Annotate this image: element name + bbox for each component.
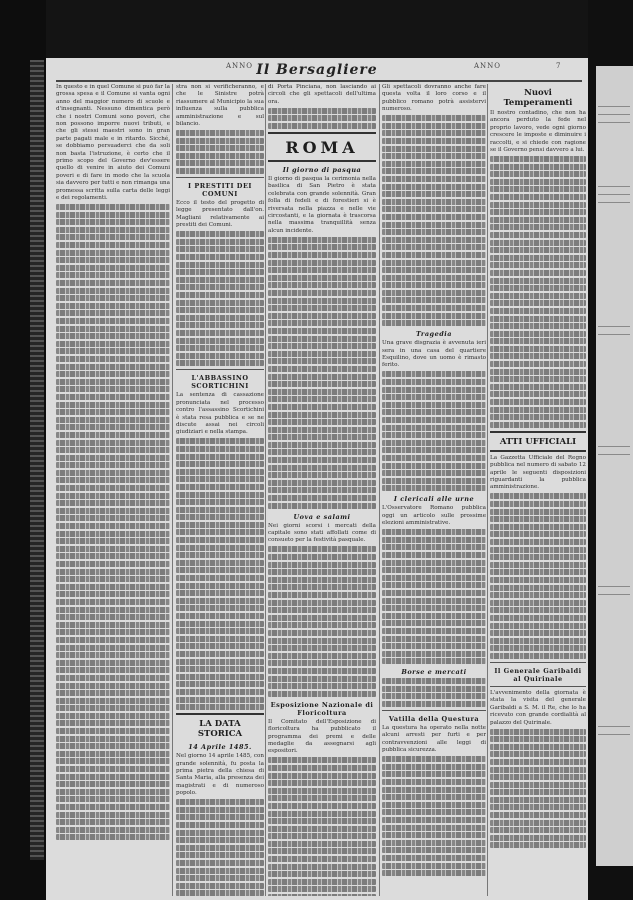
article-body-filler bbox=[176, 799, 264, 896]
article-body: Il nostro contadino, che non ha ancora perduto la fede nel proprio lavoro, vede ogni giorno crescere le imposte e diminuire i raccolti, e si chiede con ragione se il Governo pensi davvero a lui. bbox=[490, 110, 586, 154]
article-body: La Gazzetta Ufficiale del Regno pubblica nel numero di sabato 12 aprile le seguenti disposizioni riguardanti la pubblica amministrazione. bbox=[490, 454, 586, 491]
article-body: Nei giorni scorsi i mercati della capitale sono stati affollati come di consueto per la festività pasquale. bbox=[268, 522, 376, 544]
next-page-edge bbox=[596, 66, 633, 866]
section-heading: ROMA bbox=[285, 138, 359, 157]
section-heading: LA DATA STORICA bbox=[197, 719, 243, 740]
article-body-filler bbox=[176, 231, 264, 366]
article-body-filler bbox=[490, 729, 586, 849]
column-2 bbox=[176, 84, 264, 896]
previous-page-edge bbox=[30, 60, 44, 860]
article-body: La questura ha operato nella notte alcuni arresti per furti e per contravvenzioni alle leggi di pubblica sicurezza. bbox=[382, 725, 486, 754]
running-head-right: ANNO bbox=[474, 62, 502, 70]
section-subheading: I clericali alle urne bbox=[393, 495, 475, 504]
article-body-filler bbox=[268, 108, 376, 129]
section-heading: ATTI UFFICIALI bbox=[499, 436, 577, 447]
article-body-filler bbox=[268, 237, 376, 509]
article-body-filler bbox=[490, 156, 586, 428]
column-5 bbox=[490, 84, 586, 896]
section-subheading: Tragedia bbox=[416, 330, 452, 339]
column-3 bbox=[268, 84, 376, 896]
article-body-filler bbox=[382, 678, 486, 707]
section-heading: I PRESTITI DEI COMUNI bbox=[188, 182, 252, 198]
column-rule bbox=[265, 84, 266, 896]
column-rule bbox=[379, 84, 380, 896]
article-body-filler bbox=[176, 438, 264, 710]
scanner-left-margin bbox=[0, 0, 46, 900]
article-body: La sentenza di cassazione pronunciata nel processo contro l'assassino Scortichini è stata resa pubblica e se ne discute assai nei circoli giudiziari e nella stampa. bbox=[176, 392, 264, 436]
section-heading: Il Generale Garibaldi al Quirinale bbox=[494, 666, 582, 683]
article-body: Il Comitato dell'Esposizione di floricoltura ha pubblicato il programma dei premi e delle medaglie da assegnarsi agli espositori. bbox=[268, 718, 376, 755]
section-heading: L'ABBASSINO SCORTICHINI bbox=[191, 374, 249, 391]
article-body-filler bbox=[268, 546, 376, 696]
section-subheading: Esposizione Nazionale di Floricoltura bbox=[270, 700, 374, 717]
article-body: Ecco il testo del progetto di legge presentato dall'on. Magliani relativamente ai prestiti dei Comuni. bbox=[176, 200, 264, 229]
section-subheading: 14 Aprile 1485. bbox=[188, 743, 252, 752]
article-body-filler bbox=[268, 757, 376, 896]
article-body-filler bbox=[382, 529, 486, 664]
running-head-left: ANNO bbox=[226, 62, 254, 70]
article-body: Gli spettacoli dovranno anche fare questa volta il loro corso e il pubblico romano potrà assistervi numeroso. bbox=[382, 84, 486, 113]
article-body: di Porta Pinciana, non lasciando ai circoli che gli spettacoli dell'ultima ora. bbox=[268, 84, 376, 105]
article-body-filler bbox=[176, 130, 264, 174]
article-body: L'Osservatore Romano pubblica oggi un articolo sulle prossime elezioni amministrative. bbox=[382, 505, 486, 527]
article-body: Una grave disgrazia è avvenuta ieri sera in una casa del quartiere Esquilino, dove un uomo è rimasto ferito. bbox=[382, 340, 486, 369]
article-body-filler bbox=[382, 371, 486, 491]
masthead-title: Il Bersagliere bbox=[256, 62, 378, 78]
article-body-filler bbox=[56, 204, 170, 840]
section-heading: Nuovi Temperamenti bbox=[503, 88, 573, 108]
newspaper-page bbox=[46, 58, 588, 900]
article-body: Il giorno di pasqua la cerimonia nella basilica di San Pietro è stata celebrata con grande solennità. Gran folla di fedeli e di forestieri si è riversata nella piazza e nelle vie circostanti, e la giornata è trascorsa nella massima tranquillità senza alcun incidente. bbox=[268, 176, 376, 234]
column-4 bbox=[382, 84, 486, 896]
section-subheading: Il giorno di pasqua bbox=[282, 166, 362, 174]
article-body: L'avvenimento della giornata è stata la visita del generale Garibaldi a S. M. il Re, che lo ha ricevuto con grande cordialità al palazzo del Quirinale. bbox=[490, 689, 586, 726]
section-subheading: Uova e salami bbox=[293, 512, 351, 521]
article-body: Nel giorno 14 aprile 1485, con grande solennità, fu posta la prima pietra della chiesa di Santa Maria, alla presenza dei magistrati e di numeroso popolo. bbox=[176, 753, 264, 797]
article-body-filler bbox=[382, 115, 486, 326]
column-rule bbox=[172, 84, 173, 896]
article-body-filler bbox=[382, 756, 486, 876]
section-heading: Vatilla della Questura bbox=[388, 715, 480, 724]
column-1 bbox=[56, 84, 170, 896]
column-rule bbox=[487, 84, 488, 896]
article-body-filler bbox=[490, 493, 586, 658]
article-body: stra non si verificheranno, e che le Sinistre potrà riassumere al Municipio la sua influenza sulla pubblica amministrazione e sul bilancio. bbox=[176, 84, 264, 128]
page-number: 7 bbox=[556, 62, 562, 70]
article-body: In questo e in quel Comune si può far la grossa spesa e il Comune si vanta ogni anno del maggior numero di scuole e d'insegnanti. Nessuno dimentica però che i nostri Comuni sono poveri, che non possono imporre nuovi tributi, e che gli stessi maestri sono in gran parte pagati male e in ritardo. Sicché, se dobbiamo persuaderci che da soli non basta l'istruzione, è certo che il primo scopo del Governo dev'essere quello di venire in aiuto dei Comuni poveri e di fare in modo che la scuola sia davvero per tutti e non rimanga una promessa scritta sulla carta delle leggi e dei regolamenti. bbox=[56, 84, 170, 202]
section-subheading: Borse e mercati bbox=[401, 668, 467, 677]
